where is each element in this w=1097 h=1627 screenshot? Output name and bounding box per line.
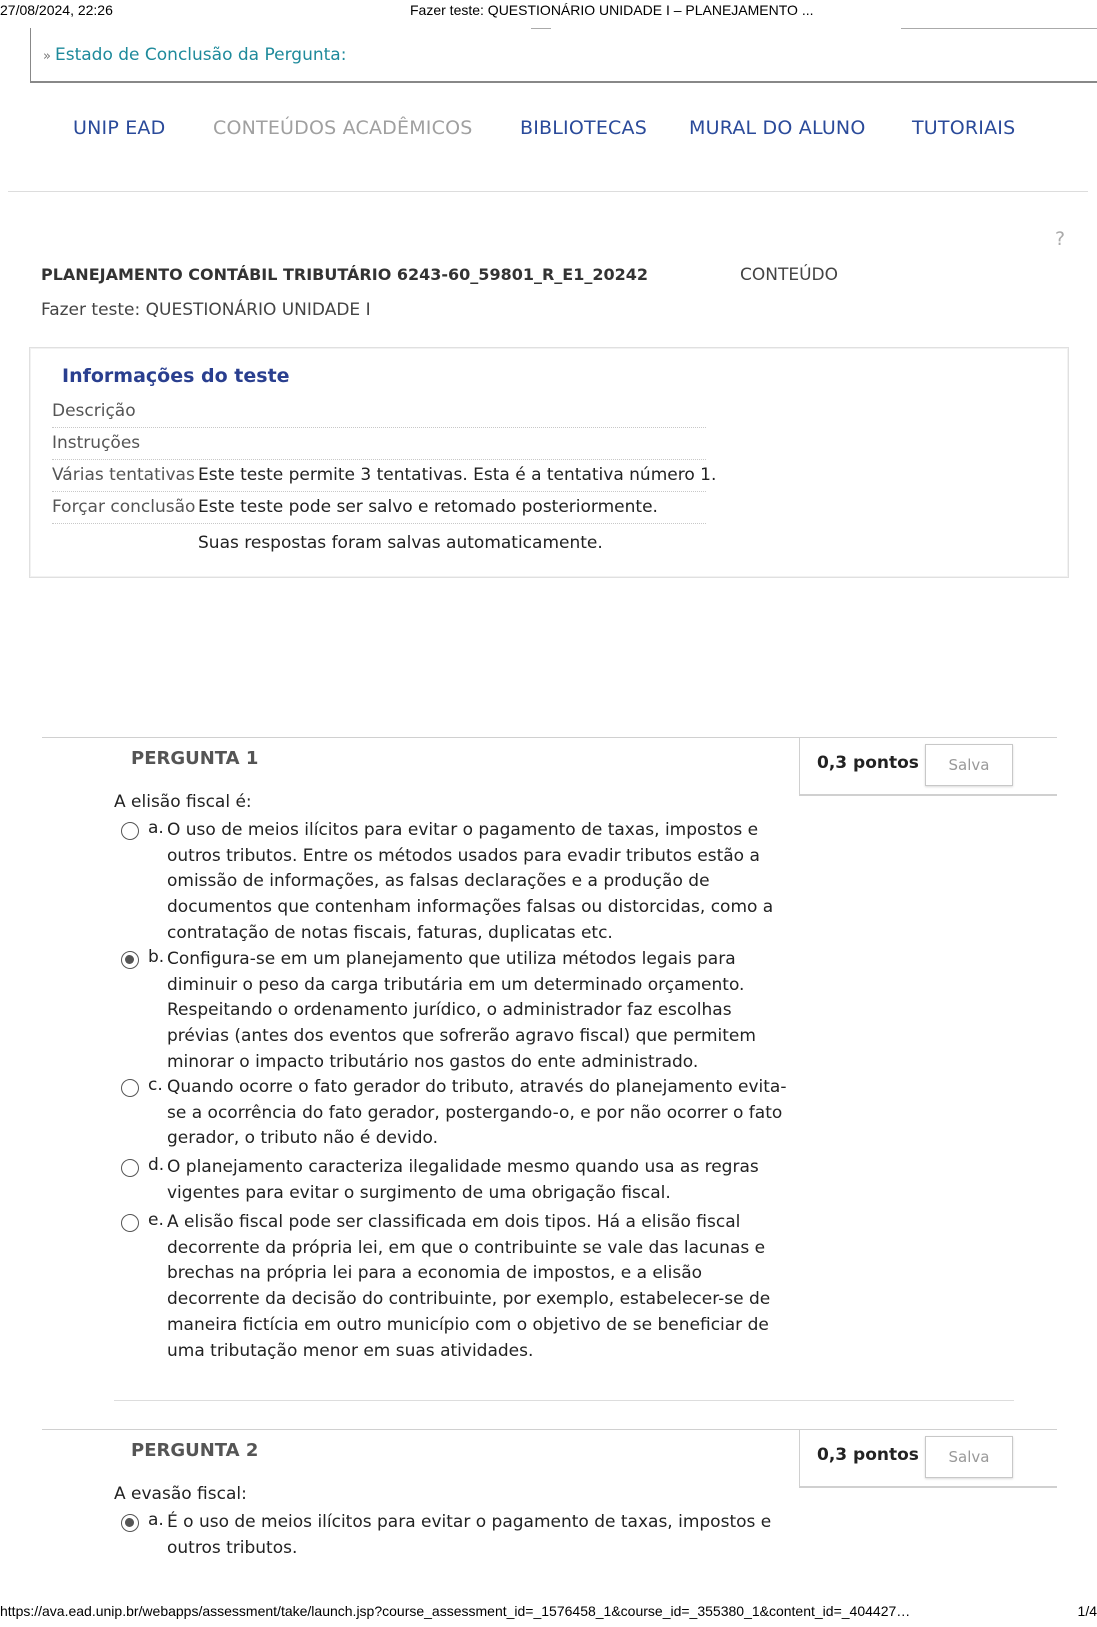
option-text: Quando ocorre o fato gerador do tributo, através do planejamento evita-se a ocorrência do fato gerador, postergando-o, e por não ocorrer o fato gerador, o tributo não é devido. (167, 1077, 787, 1149)
info-row-varias-tentativas (52, 460, 717, 492)
nav-mural-do-aluno[interactable]: MURAL DO ALUNO (689, 117, 866, 139)
option-text: O planejamento caracteriza ilegalidade mesmo quando usa as regras vigentes para evitar o surgimento de uma obrigação fiscal. (167, 1157, 759, 1203)
radio-button-selected[interactable] (121, 951, 139, 969)
option-text: Configura-se em um planejamento que utiliza métodos legais para diminuir o peso da carga tributária em um determinado orçamento. Respeitando o ordenamento jurídico, o administrador faz escolhas prévias (antes dos eventos que sofrerão agravo fiscal) que permitem minorar o impacto tributário nos gastos do ente administrado. (167, 949, 756, 1072)
info-row-forcar-conclusao (52, 492, 706, 524)
option-letter: e. (148, 1210, 164, 1230)
test-info-panel (29, 347, 1069, 578)
option-letter: c. (148, 1075, 163, 1095)
info-key: Instruções (52, 433, 141, 453)
info-row-instrucoes (52, 428, 706, 460)
question-points: 0,3 pontos (817, 753, 919, 773)
main-nav (0, 117, 1097, 149)
question-1-points-box (799, 737, 1057, 796)
radio-button-selected[interactable] (121, 1514, 139, 1532)
double-chevron-down-icon: » (43, 49, 51, 64)
question-1-text: A elisão fiscal é: (114, 792, 252, 812)
radio-button[interactable] (121, 822, 139, 840)
print-date: 27/08/2024, 22:26 (0, 2, 113, 18)
test-subtitle: Fazer teste: QUESTIONÁRIO UNIDADE I (41, 300, 371, 320)
question-2-title: PERGUNTA 2 (131, 1440, 259, 1461)
option-letter: a. (148, 818, 164, 838)
info-value: Este teste pode ser salvo e retomado posteriormente. (198, 497, 658, 517)
saved-button[interactable]: Salva (925, 744, 1013, 786)
option-letter: b. (148, 947, 165, 967)
radio-button[interactable] (121, 1079, 139, 1097)
print-header (0, 2, 1097, 22)
help-icon[interactable]: ? (1055, 228, 1066, 250)
nav-unip-ead[interactable]: UNIP EAD (73, 117, 166, 139)
option-text: É o uso de meios ilícitos para evitar o pagamento de taxas, impostos e outros tributos. (167, 1512, 772, 1558)
question-points: 0,3 pontos (817, 1445, 919, 1465)
answer-option-a[interactable] (121, 1510, 801, 1565)
question-status-bar[interactable] (30, 28, 1097, 83)
info-value: Este teste permite 3 tentativas. Esta é a tentativa número 1. (198, 465, 717, 485)
nav-conteudos-academicos[interactable]: CONTEÚDOS ACADÊMICOS (213, 117, 473, 139)
info-key: Forçar conclusão (52, 497, 196, 517)
autosave-notice: Suas respostas foram salvas automaticamente. (198, 533, 603, 553)
nav-bibliotecas[interactable]: BIBLIOTECAS (520, 117, 647, 139)
answer-option-a[interactable] (121, 818, 801, 946)
answer-option-e[interactable] (121, 1210, 801, 1366)
option-text: A elisão fiscal pode ser classificada em dois tipos. Há a elisão fiscal decorrente da própria lei, em que o contribuinte se vale das lacunas e brechas na própria lei para a economia de impostos, e a elisão decorrente da decisão do contribuinte, por exemplo, estabelecer-se de maneira fictícia em outro município com o objetivo de se beneficiar de uma tributação menor em suas atividades. (167, 1212, 771, 1361)
question-2-text: A evasão fiscal: (114, 1484, 247, 1504)
info-row-descricao (52, 396, 706, 428)
nav-tutoriais[interactable]: TUTORIAIS (912, 117, 1016, 139)
radio-button[interactable] (121, 1214, 139, 1232)
saved-button[interactable]: Salva (925, 1436, 1013, 1478)
question-separator (114, 1400, 1014, 1401)
answer-option-b[interactable] (121, 947, 801, 1075)
question-2-points-box (799, 1429, 1057, 1488)
question-1-title: PERGUNTA 1 (131, 748, 259, 769)
answer-option-d[interactable] (121, 1155, 801, 1210)
info-key: Descrição (52, 401, 136, 421)
course-title: PLANEJAMENTO CONTÁBIL TRIBUTÁRIO 6243-60_59801_R_E1_20242 (41, 265, 649, 284)
test-info-heading: Informações do teste (62, 365, 290, 387)
nav-divider (8, 191, 1088, 192)
print-page-number: 1/4 (1077, 1603, 1097, 1619)
print-footer (0, 1603, 1097, 1623)
print-title: Fazer teste: QUESTIONÁRIO UNIDADE I – PLANEJAMENTO ... (410, 2, 814, 18)
radio-button[interactable] (121, 1159, 139, 1177)
info-key: Várias tentativas (52, 465, 195, 485)
option-letter: a. (148, 1510, 164, 1530)
option-letter: d. (148, 1155, 165, 1175)
question-status-toggle[interactable] (43, 45, 346, 65)
print-url: https://ava.ead.unip.br/webapps/assessment/take/launch.jsp?course_assessment_id=_1576458_1&course_id=_355380_1&content_id=_404427… (0, 1603, 911, 1619)
answer-option-c[interactable] (121, 1075, 801, 1155)
content-link[interactable]: CONTEÚDO (740, 265, 839, 285)
option-text: O uso de meios ilícitos para evitar o pagamento de taxas, impostos e outros tributos. Entre os métodos usados para evadir tributos estão a omissão de informações, as falsas declarações e a produção de documentos que contenham informações falsas ou distorcidas, como a contratação de notas fiscais, faturas, duplicatas etc. (167, 820, 774, 943)
question-status-label: Estado de Conclusão da Pergunta: (54, 45, 347, 65)
